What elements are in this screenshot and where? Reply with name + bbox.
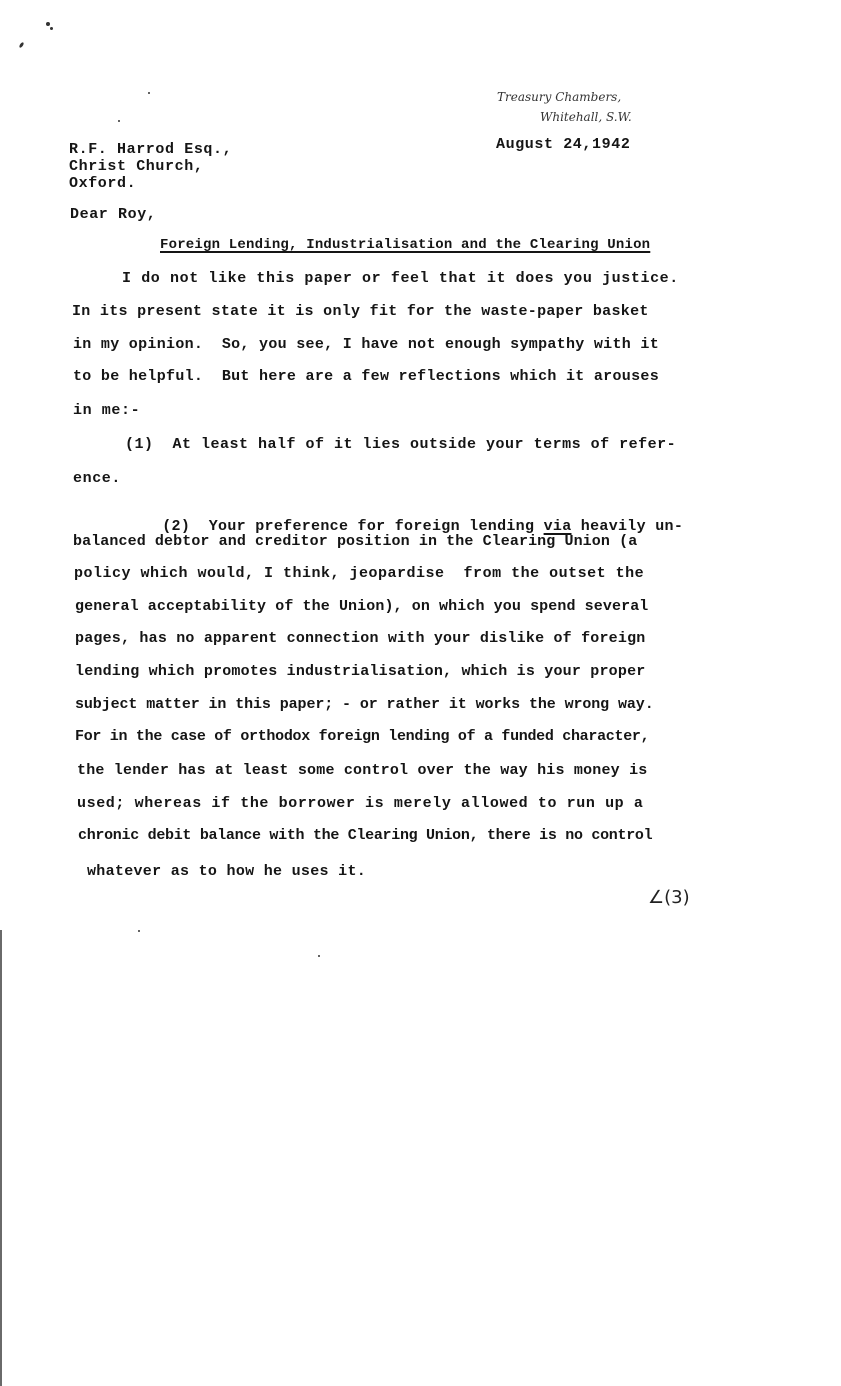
point-1-line: (1) At least half of it lies outside your terms of refer-	[125, 436, 677, 453]
salutation: Dear Roy,	[70, 206, 157, 223]
point-2-text-start: (2) Your preference for foreign lending	[162, 518, 544, 535]
scan-edge-shadow	[0, 930, 2, 1386]
body-line: pages, has no apparent connection with your dislike of foreign	[75, 630, 646, 647]
scan-speck	[118, 120, 120, 122]
continuation-mark: ∠(3)	[648, 887, 690, 908]
body-line: balanced debtor and creditor position in the Clearing Union (a	[73, 533, 638, 550]
letterhead-line-2: Whitehall, S.W.	[540, 110, 632, 124]
point-1-line: ence.	[73, 470, 122, 487]
body-line: to be helpful. But here are a few reflections which it arouses	[73, 368, 659, 385]
letter-date: August 24,1942	[496, 136, 631, 153]
body-line: the lender has at least some control over the way his money is	[77, 762, 648, 779]
body-line: chronic debit balance with the Clearing Union, there is no control	[78, 827, 653, 844]
emphasis-via: via	[543, 518, 572, 535]
body-line: In its present state it is only fit for the waste-paper basket	[72, 303, 649, 320]
scan-speck	[138, 930, 140, 932]
body-line: For in the case of orthodox foreign lending of a funded character,	[75, 728, 650, 745]
subject-heading: Foreign Lending, Industrialisation and the Clearing Union	[160, 237, 651, 253]
scan-speck	[318, 955, 320, 957]
body-line: general acceptability of the Union), on which you spend several	[75, 598, 649, 615]
body-line: I do not like this paper or feel that it does you justice.	[122, 270, 679, 287]
letterhead-line-1: Treasury Chambers,	[497, 90, 622, 104]
recipient-college: Christ Church,	[69, 158, 204, 175]
body-line: subject matter in this paper; - or rather it works the wrong way.	[75, 696, 654, 713]
scan-speck	[148, 92, 150, 94]
body-line: used; whereas if the borrower is merely allowed to run up a	[77, 795, 644, 812]
scan-speck	[46, 22, 50, 26]
body-line: in me:-	[73, 402, 141, 419]
body-line: whatever as to how he uses it.	[87, 863, 367, 880]
recipient-name: R.F. Harrod Esq.,	[69, 141, 233, 158]
body-line: policy which would, I think, jeopardise from the outset the	[74, 565, 645, 582]
scan-speck	[50, 27, 53, 30]
recipient-city: Oxford.	[69, 175, 137, 192]
body-line: in my opinion. So, you see, I have not enough sympathy with it	[73, 336, 659, 353]
point-2-text-end: heavily un-	[571, 518, 684, 535]
body-line: lending which promotes industrialisation, which is your proper	[75, 663, 646, 680]
scan-speck	[19, 42, 25, 49]
